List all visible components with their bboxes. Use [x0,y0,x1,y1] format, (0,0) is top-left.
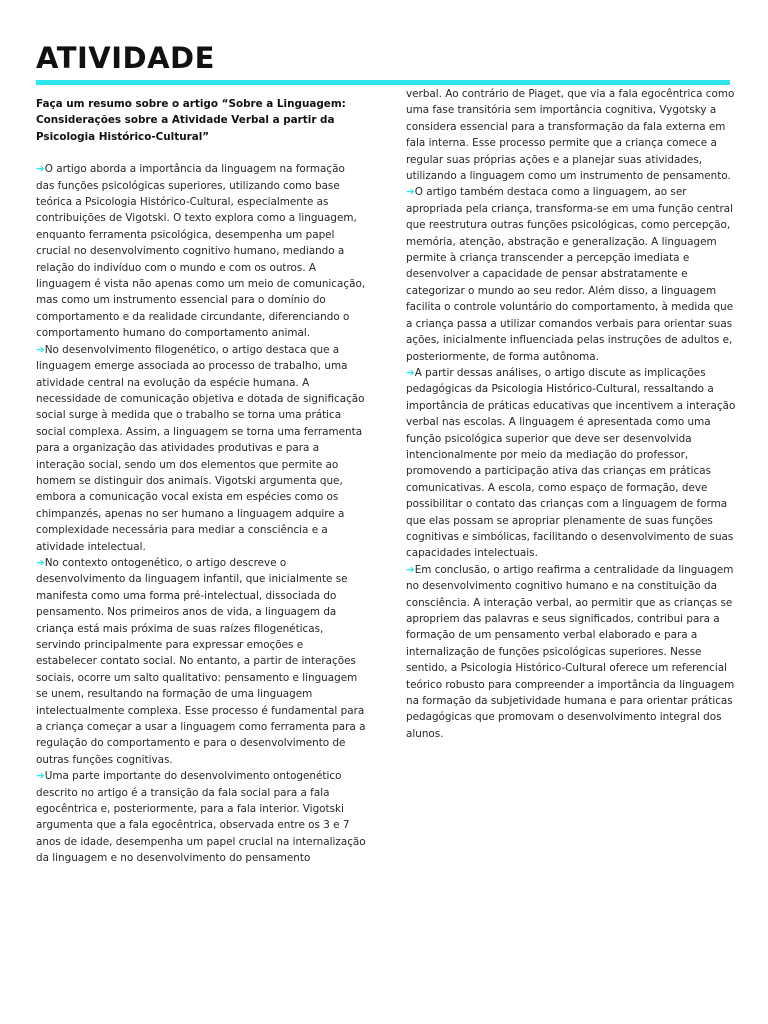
paragraph-text: Em conclusão, o artigo reafirma a centralidade da linguagem no desenvolvimento cognitivo humano e na constituição da consciência. A interação verbal, ao permitir que as crianças se apropriem das palavras e seus significados, contribui para a formação de um pensamento verbal elaborado e para a internalização de funções psicológicas superiores. Nesse sentido, a Psicologia Histórico-Cultural oferece um referencial teórico robusto para compreender a importância da linguagem na formação da subjetividade humana e para orientar práticas pedagógicas que promovam o desenvolvimento integral dos alunos. [406,563,735,740]
title-underline [36,80,730,85]
assignment-prompt: Faça um resumo sobre o artigo “Sobre a Linguagem: Considerações sobre a Atividade Verbal a partir da Psicologia Histórico-Cultural” [36,98,346,143]
arrow-icon: ➔ [406,366,415,379]
arrow-icon: ➔ [36,556,45,569]
arrow-icon: ➔ [406,563,415,576]
paragraph-4-part-2 [406,86,736,184]
paragraph-text: O artigo aborda a importância da linguagem na formação das funções psicológicas superiores, utilizando como base teórica a Psicologia Histórico-Cultural, especialmente as contribuições de Vigotski. O texto explora como a linguagem, enquanto ferramenta psicológica, desempenha um papel crucial no desenvolvimento cognitivo humano, mediando a relação do indivíduo com o mundo e com os outros. A linguagem é vista não apenas como um meio de comunicação, mas como um instrumento essencial para o domínio do comportamento e da realidade circundante, diferenciando o comportamento humano do comportamento animal. [36,163,366,340]
paragraph-text: O artigo também destaca como a linguagem, ao ser apropriada pela criança, transforma-se em uma função central que reestrutura outras funções psicológicas, como percepção, memória, atenção, abstração e generalização. A linguagem permite à criança transcender a percepção imediata e desenvolver a capacidade de pensar abstratamente e categorizar o mundo ao seu redor. Além disso, a linguagem facilita o controle voluntário do comportamento, à medida que a criança passa a utilizar comandos verbais para orientar suas ações, inicialmente influenciada pelas instruções de adultos e, posteriormente, de forma autônoma. [406,186,734,363]
paragraph-text: A partir dessas análises, o artigo discute as implicações pedagógicas da Psicologia Histórico-Cultural, ressaltando a importância de práticas educativas que incentivem a interação verbal nas escolas. A linguagem é apresentada como uma função psicológica superior que deve ser desenvolvida intencionalmente por meio da mediação do professor, promovendo a participação ativa das crianças em práticas comunicativas. A escola, como espaço de formação, deve possibilitar o contato das crianças com a linguagem de forma que elas possam se apropriar plenamente de suas funções cognitivas e simbólicas, facilitando o desenvolvimento de suas capacidades intelectuais. [406,366,736,560]
page-title: ATIVIDADE [36,41,215,75]
paragraph-7 [406,562,736,742]
paragraph-text: Uma parte importante do desenvolvimento ontogenético descrito no artigo é a transição da fala social para a fala egocêntrica e, posteriormente, para a fala interior. Vigotski argumenta que a fala egocêntrica, observada entre os 3 e 7 anos de idade, desempenha um papel crucial na internalização da linguagem e no desenvolvimento do pensamento [36,770,366,865]
paragraph-3 [36,555,366,768]
arrow-icon: ➔ [406,186,415,199]
arrow-icon: ➔ [36,770,45,783]
left-column [36,96,366,867]
paragraph-5 [406,184,736,364]
paragraph-text: No desenvolvimento filogenético, o artigo destaca que a linguagem emerge associada ao processo de trabalho, uma atividade central na evolução da espécie humana. A necessidade de comunicação objetiva e dotada de significação social surge à medida que o trabalho se torna uma prática social complexa. Assim, a linguagem se torna uma ferramenta para a organização das atividades produtivas e para a interação social, sendo um dos elementos que permite ao homem se distinguir dos animais. Vigotski argumenta que, embora a comunicação vocal exista em espécies como os chimpanzés, apenas no ser humano a linguagem adquire a complexidade necessária para mediar a consciência e a atividade intelectual. [36,343,365,553]
right-column [406,86,736,742]
arrow-icon: ➔ [36,163,45,176]
paragraph-6 [406,365,736,562]
paragraph-text: verbal. Ao contrário de Piaget, que via a fala egocêntrica como uma fase transitória sem importância cognitiva, Vygotsky a considera essencial para a transformação da fala externa em fala interna. Esse processo permite que a criança comece a regular suas próprias ações e a planejar suas atividades, utilizando a linguagem como um instrumento de pensamento. [406,88,735,183]
arrow-icon: ➔ [36,343,45,356]
paragraph-4-part-1 [36,768,366,866]
paragraph-text: No contexto ontogenético, o artigo descreve o desenvolvimento da linguagem infantil, que inicialmente se manifesta como uma forma pré-intelectual, dissociada do pensamento. Nos primeiros anos de vida, a linguagem da criança está mais próxima de suas raízes filogenéticas, servindo principalmente para expressar emoções e estabelecer contato social. No entanto, a partir de interações sociais, ocorre um salto qualitativo: pensamento e linguagem se unem, resultando na formação de uma linguagem intelectualmente complexa. Esse processo é fundamental para a criança começar a usar a linguagem como ferramenta para a regulação do comportamento e para o desenvolvimento de outras funções cognitivas. [36,556,366,766]
paragraph-2 [36,342,366,555]
paragraph-1 [36,161,366,341]
